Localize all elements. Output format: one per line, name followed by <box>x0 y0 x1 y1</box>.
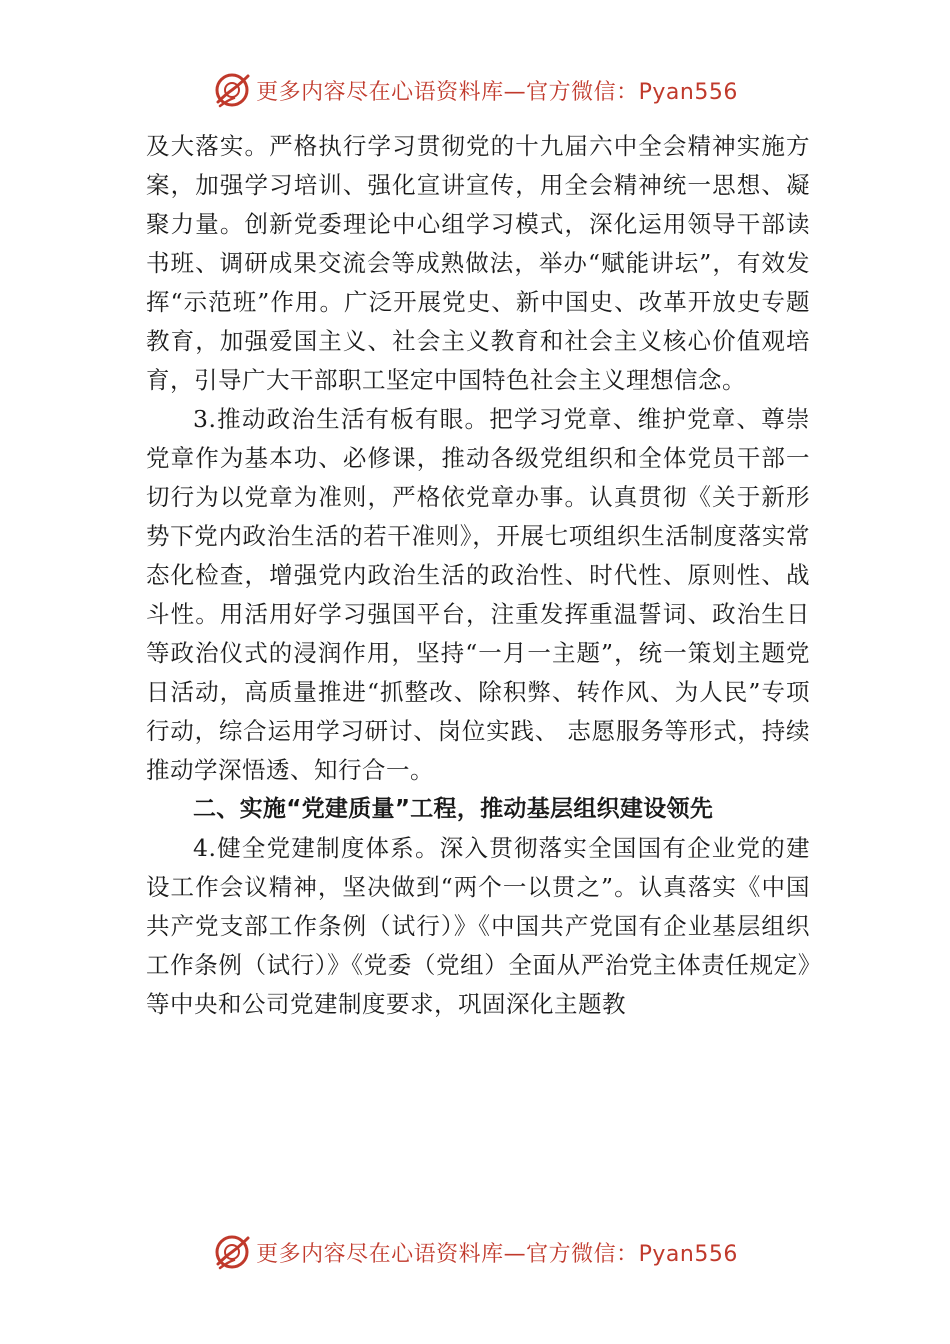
header-watermark-text: 更多内容尽在心语资料库—官方微信：Pyan556 <box>256 79 738 105</box>
logo-icon <box>212 70 252 110</box>
footer-watermark-text: 更多内容尽在心语资料库—官方微信：Pyan556 <box>256 1241 738 1267</box>
logo-icon <box>212 1232 252 1272</box>
footer-watermark <box>0 1230 950 1274</box>
paragraph-item-4: 4.健全党建制度体系。深入贯彻落实全国国有企业党的建设工作会议精神，坚决做到“两个一以贯之”。认真落实《中国共产党支部工作条例（试行）》《中国共产党国有企业基层组织工作条例（试行）》《党委（党组）全面从严治党主体责任规定》等中央和公司党建制度要求，巩固深化主题教 <box>146 834 810 1018</box>
document-body <box>146 127 810 1024</box>
header-watermark <box>0 68 950 112</box>
section-heading-2: 二、实施“党建质量”工程，推动基层组织建设领先 <box>193 796 714 822</box>
paragraph-item-3: 3.推动政治生活有板有眼。把学习党章、维护党章、尊崇党章作为基本功、必修课，推动各级党组织和全体党员干部一切行为以党章为准则，严格依党章办事。认真贯彻《关于新形势下党内政治生活的若干准则》，开展七项组织生活制度落实常态化检查，增强党内政治生活的政治性、时代性、原则性、战斗性。用活用好学习强国平台，注重发挥重温誓词、政治生日等政治仪式的浸润作用，坚持“一月一主题”，统一策划主题党日活动，高质量推进“抓整改、除积弊、转作风、为人民”专项行动，综合运用学习研讨、岗位实践、 志愿服务等形式，持续推动学深悟透、知行合一。 <box>146 405 810 784</box>
paragraph-continuation: 及大落实。严格执行学习贯彻党的十九届六中全会精神实施方案，加强学习培训、强化宣讲宣传，用全会精神统一思想、凝聚力量。创新党委理论中心组学习模式，深化运用领导干部读书班、调研成果交流会等成熟做法，举办“赋能讲坛”，有效发挥“示范班”作用。广泛开展党史、新中国史、改革开放史专题教育，加强爱国主义、社会主义教育和社会主义核心价值观培育，引导广大干部职工坚定中国特色社会主义理想信念。 <box>146 132 810 394</box>
